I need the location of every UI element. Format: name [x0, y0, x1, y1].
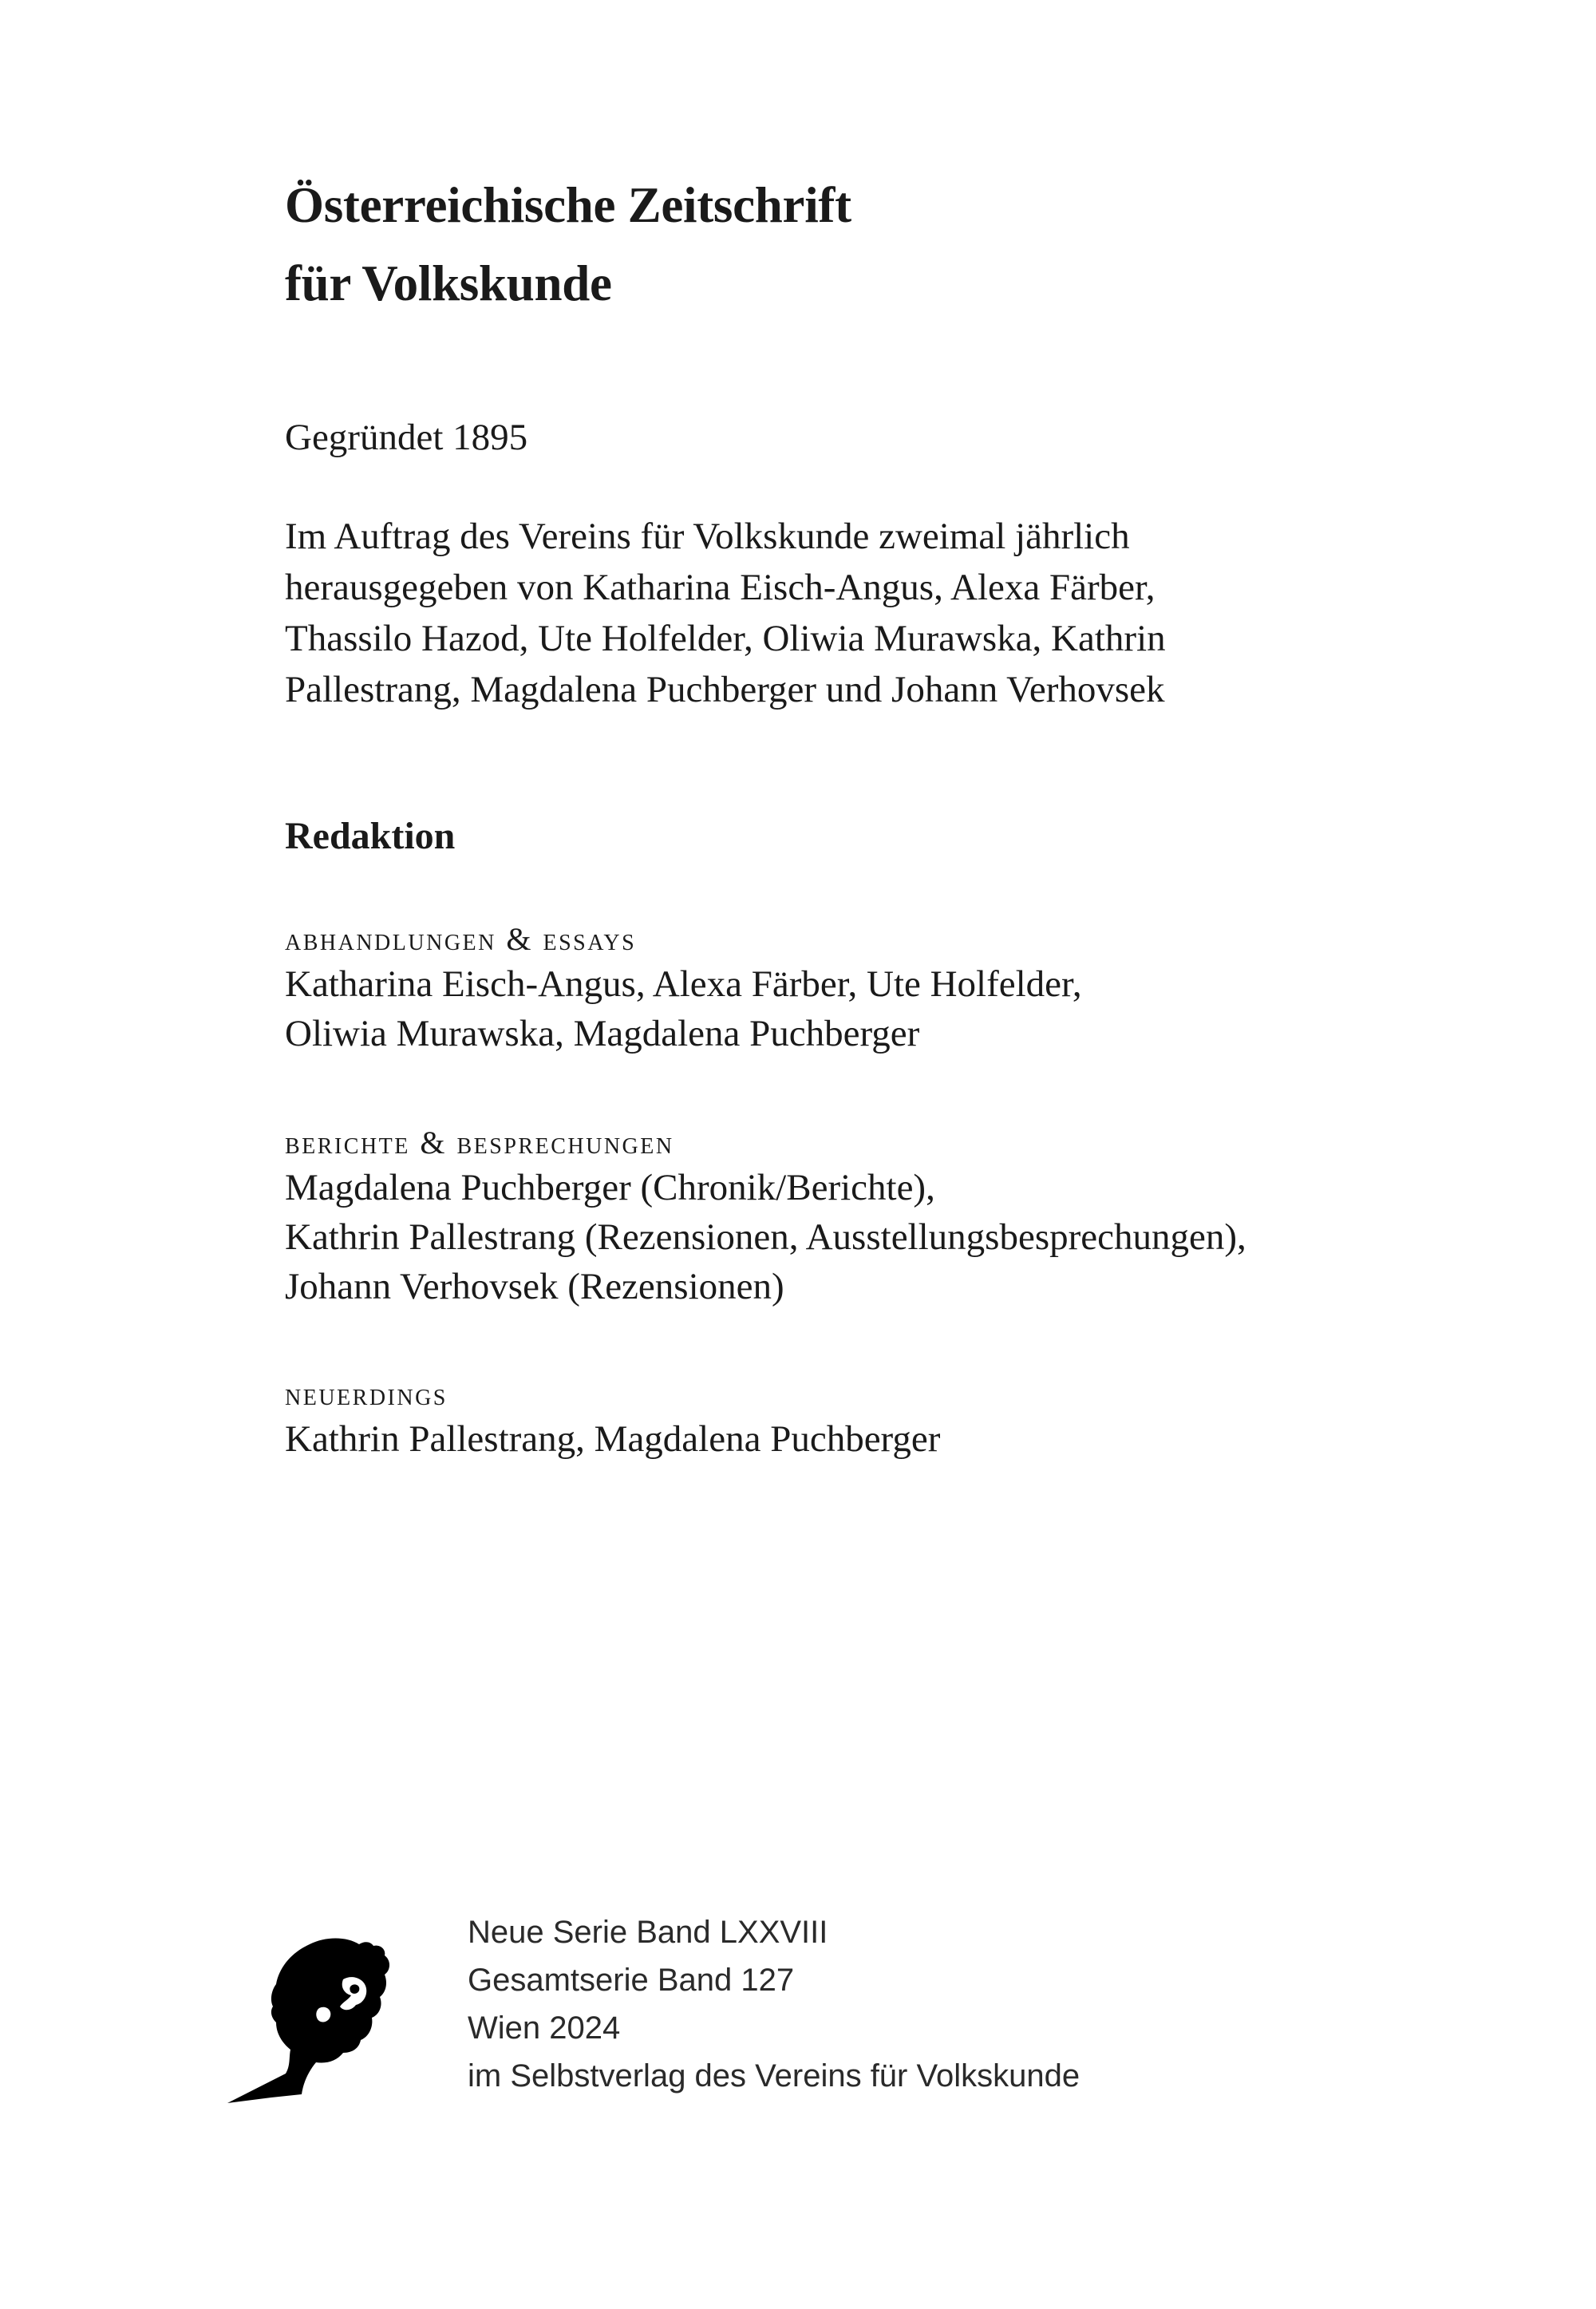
imprint-block	[468, 1908, 1080, 2100]
section-neuerdings	[285, 1374, 1402, 1464]
imprint-total-series: Gesamtserie Band 127	[468, 1963, 795, 1998]
section-names	[285, 959, 1402, 1058]
imprint-series: Neue Serie Band LXXVIII	[468, 1915, 828, 1950]
names-line: Kathrin Pallestrang (Rezensionen, Ausstellungsbesprechungen),	[285, 1216, 1246, 1258]
editors-statement-line: Im Auftrag des Vereins für Volkskunde zweimal jährlich	[285, 516, 1130, 557]
section-abhandlungen-essays	[285, 919, 1402, 1058]
section-berichte-besprechungen	[285, 1123, 1402, 1311]
section-names	[285, 1414, 1402, 1464]
section-label: berichte & besprechungen	[285, 1125, 674, 1160]
journal-title	[285, 166, 851, 322]
names-line: Kathrin Pallestrang, Magdalena Puchberger	[285, 1418, 941, 1460]
journal-title-line-2: für Volkskunde	[285, 255, 612, 311]
redaktion-heading: Redaktion	[285, 815, 456, 857]
names-line: Magdalena Puchberger (Chronik/Berichte),	[285, 1167, 935, 1208]
section-names	[285, 1163, 1402, 1311]
journal-title-line-1: Österreichische Zeitschrift	[285, 177, 851, 233]
editors-statement	[285, 511, 1322, 715]
silhouette-head-icon	[223, 1931, 399, 2107]
names-line: Johann Verhovsek (Rezensionen)	[285, 1266, 784, 1307]
imprint-publisher: im Selbstverlag des Vereins für Volkskunde	[468, 2058, 1080, 2094]
editors-statement-line: Thassilo Hazod, Ute Holfelder, Oliwia Murawska, Kathrin	[285, 618, 1166, 659]
names-line: Oliwia Murawska, Magdalena Puchberger	[285, 1013, 920, 1054]
founded-note: Gegründet 1895	[285, 417, 528, 458]
section-label: neuerdings	[285, 1376, 448, 1412]
imprint-place-year: Wien 2024	[468, 2010, 621, 2046]
editors-statement-line: Pallestrang, Magdalena Puchberger und Johann Verhovsek	[285, 669, 1165, 710]
section-label: abhandlungen & essays	[285, 921, 637, 957]
editors-statement-line: herausgegeben von Katharina Eisch-Angus, Alexa Färber,	[285, 567, 1156, 608]
names-line: Katharina Eisch-Angus, Alexa Färber, Ute Holfelder,	[285, 963, 1082, 1005]
